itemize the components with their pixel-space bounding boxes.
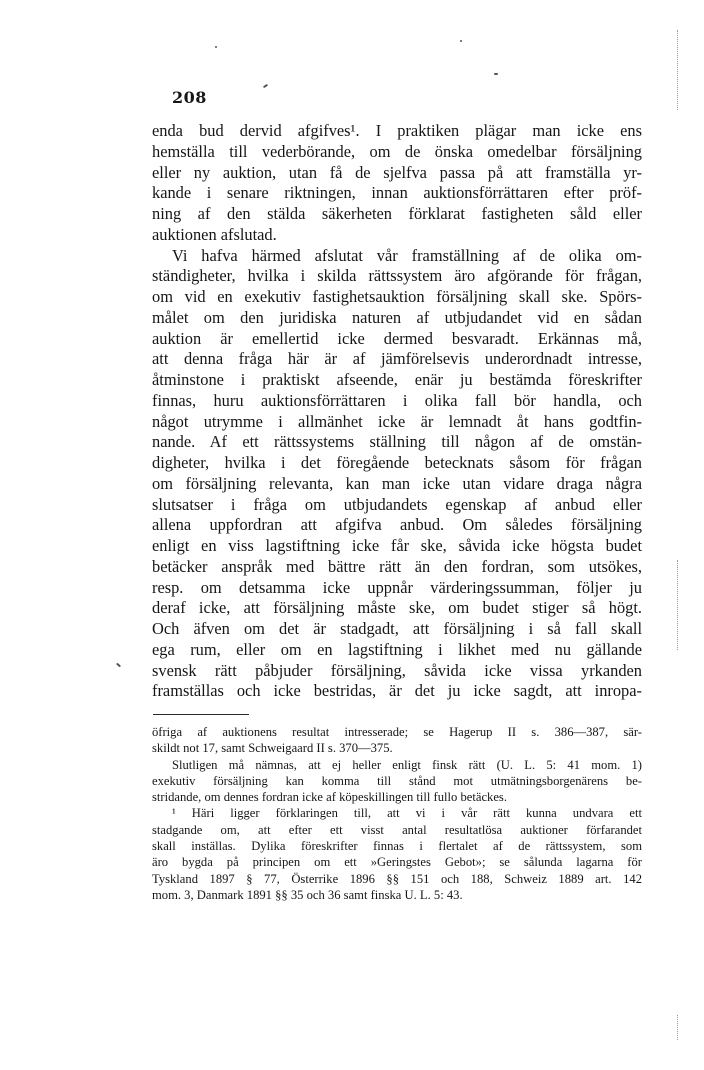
page-edge-mark — [677, 560, 678, 650]
text-line: något utrymme i allmänhet icke är lemnadt åt hans godtfin- — [152, 411, 642, 431]
text-line: auktionen afslutad. — [152, 224, 277, 244]
page-edge-mark — [677, 30, 678, 110]
footnote-line: öfriga af auktionens resultat intresserade; se Hagerup II s. 386—387, sär- — [152, 725, 642, 739]
footnote-line: skildt not 17, samt Schweigaard II s. 370—375. — [152, 741, 393, 756]
text-line: enda bud dervid afgifves¹. I praktiken plägar man icke ens — [152, 121, 642, 140]
scan-speck — [116, 663, 121, 668]
page-number: 208 — [172, 88, 207, 107]
text-line: eller ny auktion, utan få de sjelfva passa på att framställa yr- — [152, 162, 642, 182]
text-line: att denna fråga här är af jämförelsevis underordnadt intresse, — [152, 349, 642, 369]
footnote-line: äro bygda på principen om ett »Geringstes Gebot»; se sålunda lagarna för — [152, 855, 642, 870]
scan-speck — [494, 73, 498, 75]
footnote-rule — [153, 714, 249, 715]
footnote-line: exekutiv försäljning kan komma till stånd mot utmätningsborgenärens be- — [152, 773, 642, 788]
text-line: om vid en exekutiv fastighetsauktion försäljning skall ske. Spörs- — [152, 287, 642, 306]
text-line: Vi hafva härmed afslutat vår framställning af de olika om- — [172, 245, 642, 265]
text-line: ning af den stälda säkerheten förklarat fastigheten såld eller — [152, 204, 642, 223]
footnote-line: Tyskland 1897 § 77, Österrike 1896 §§ 151 och 188, Schweiz 1889 art. 142 — [152, 871, 642, 886]
scan-speck — [460, 40, 462, 42]
footnote-line: skall inställas. Dylika föreskrifter finnas i flertalet af de rättssystem, som — [152, 839, 642, 854]
text-line: åtminstone i praktiskt afseende, enär ju bestämda föreskrifter — [152, 370, 642, 389]
scan-speck — [215, 46, 217, 48]
footnote-line: mom. 3, Danmark 1891 §§ 35 och 36 samt finska U. L. 5: 43. — [152, 887, 463, 902]
text-line: ega rum, eller om en lagstiftning i likhet med nu gällande — [152, 639, 642, 659]
text-line: målet om den juridiska naturen af utbjudandet vid en sådan — [152, 307, 642, 327]
text-line: digheter, hvilka i det föregående betecknats såsom för frågan — [152, 453, 642, 472]
text-line: enligt en viss lagstiftning icke får ske, såvida icke högsta budet — [152, 536, 642, 555]
footnote-line: Slutligen må nämnas, att ej heller enligt finsk rätt (U. L. 5: 41 mom. 1) — [172, 757, 642, 772]
text-line: kande i senare riktningen, innan auktionsförrättaren efter pröf- — [152, 183, 642, 203]
text-line: slutsatser i fråga om utbjudandets egenskap af anbud eller — [152, 494, 642, 514]
footnote-line: ¹ Häri ligger förklaringen till, att vi i vår rätt kunna undvara ett — [172, 806, 642, 821]
text-line: ständigheter, hvilka i skilda rättssystem äro afgörande för frågan, — [152, 266, 642, 286]
text-line: deraf icke, att försäljning måste ske, om budet stiger så högt. — [152, 598, 642, 618]
text-line: framställas och icke bestridas, är det ju icke sagdt, att inropa- — [152, 681, 642, 701]
page-edge-mark — [677, 1015, 678, 1040]
text-line: finnas, huru auktionsförrättaren i olika fall bör handla, och — [152, 390, 642, 410]
main-text — [152, 121, 642, 702]
text-line: Och äfven om det är stadgadt, att försäljning i så fall skall — [152, 619, 642, 638]
footnote-line: stridande, om dennes fordran icke af köpeskillingen till fullo betäckes. — [152, 790, 507, 805]
text-line: allena uppfordran att afgifva anbud. Om således försäljning — [152, 515, 642, 535]
text-line: auktion är emellertid icke dermed besvaradt. Erkännas må, — [152, 328, 642, 348]
text-line: om försäljning relevanta, kan man icke utan vidare draga några — [152, 473, 642, 493]
footnote-line: stadgande om, att efter ett visst antal resultatlösa auktioner förfarandet — [152, 822, 642, 837]
footnotes — [152, 724, 642, 903]
text-line: svensk rätt påbjuder försäljning, såvida icke vissa yrkanden — [152, 660, 642, 680]
scan-speck — [263, 84, 268, 89]
text-line: betäcker anspråk med bättre rätt än den fordran, som utsökes, — [152, 556, 642, 576]
text-line: resp. om detsamma icke uppnår värderingssumman, följer ju — [152, 577, 642, 597]
text-line: hemställa till vederbörande, om de önska omedelbar försäljning — [152, 141, 642, 161]
text-line: nande. Af ett rättssystems ställning till någon af de omstän- — [152, 432, 642, 452]
